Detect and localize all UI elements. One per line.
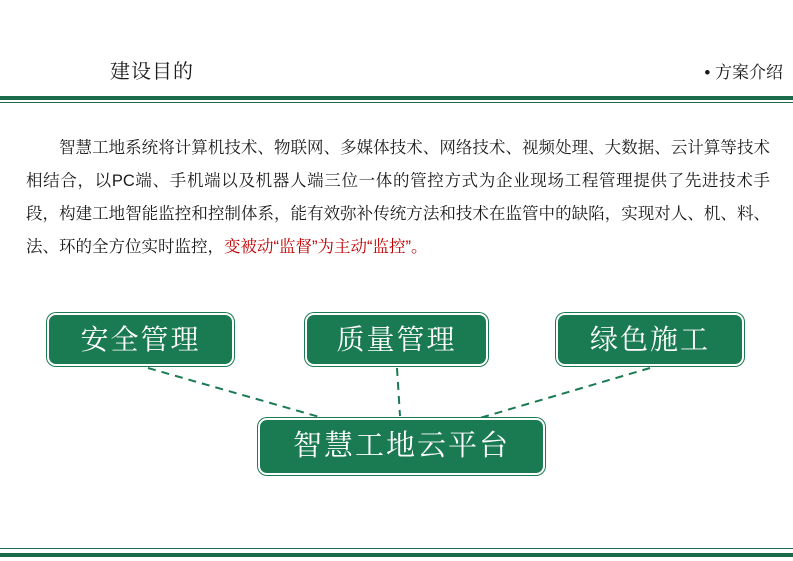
footer-divider-thick <box>0 553 793 557</box>
diagram-node-safety-label: 安全管理 <box>80 323 201 355</box>
diagram-node-quality[interactable] <box>305 313 488 366</box>
header-divider-thick <box>0 96 793 100</box>
connector-safety-platform <box>148 368 330 420</box>
page-title: 建设目的 <box>110 61 194 83</box>
diagram-node-quality-label: 质量管理 <box>336 323 457 355</box>
slide-header <box>0 0 793 103</box>
connector-quality-platform <box>397 368 400 416</box>
diagram-node-green-label: 绿色施工 <box>589 323 710 355</box>
section-label: • 方案介绍 <box>704 63 783 82</box>
connector-green-platform <box>473 368 650 420</box>
footer-divider-thin <box>0 548 793 549</box>
paragraph-text-highlight: 变被动“监督”为主动“监控”。 <box>224 238 428 256</box>
body-paragraph <box>26 132 770 264</box>
diagram-node-platform[interactable] <box>258 418 545 475</box>
paragraph-text-normal: 智慧工地系统将计算机技术、物联网、多媒体技术、网络技术、视频处理、大数据、云计算等技术相结合，以PC端、手机端以及机器人端三位一体的管控方式为企业现场工程管理提供了先进技术手段，构建工地智能监控和控制体系，能有效弥补传统方法和技术在监管中的缺陷，实现对人、机、料、法、环的全方位实时监控， <box>26 139 770 256</box>
diagram-node-platform-label: 智慧工地云平台 <box>292 430 510 462</box>
diagram-node-safety[interactable] <box>47 313 234 366</box>
header-divider-thin <box>0 102 793 103</box>
diagram-node-green[interactable] <box>556 313 744 366</box>
